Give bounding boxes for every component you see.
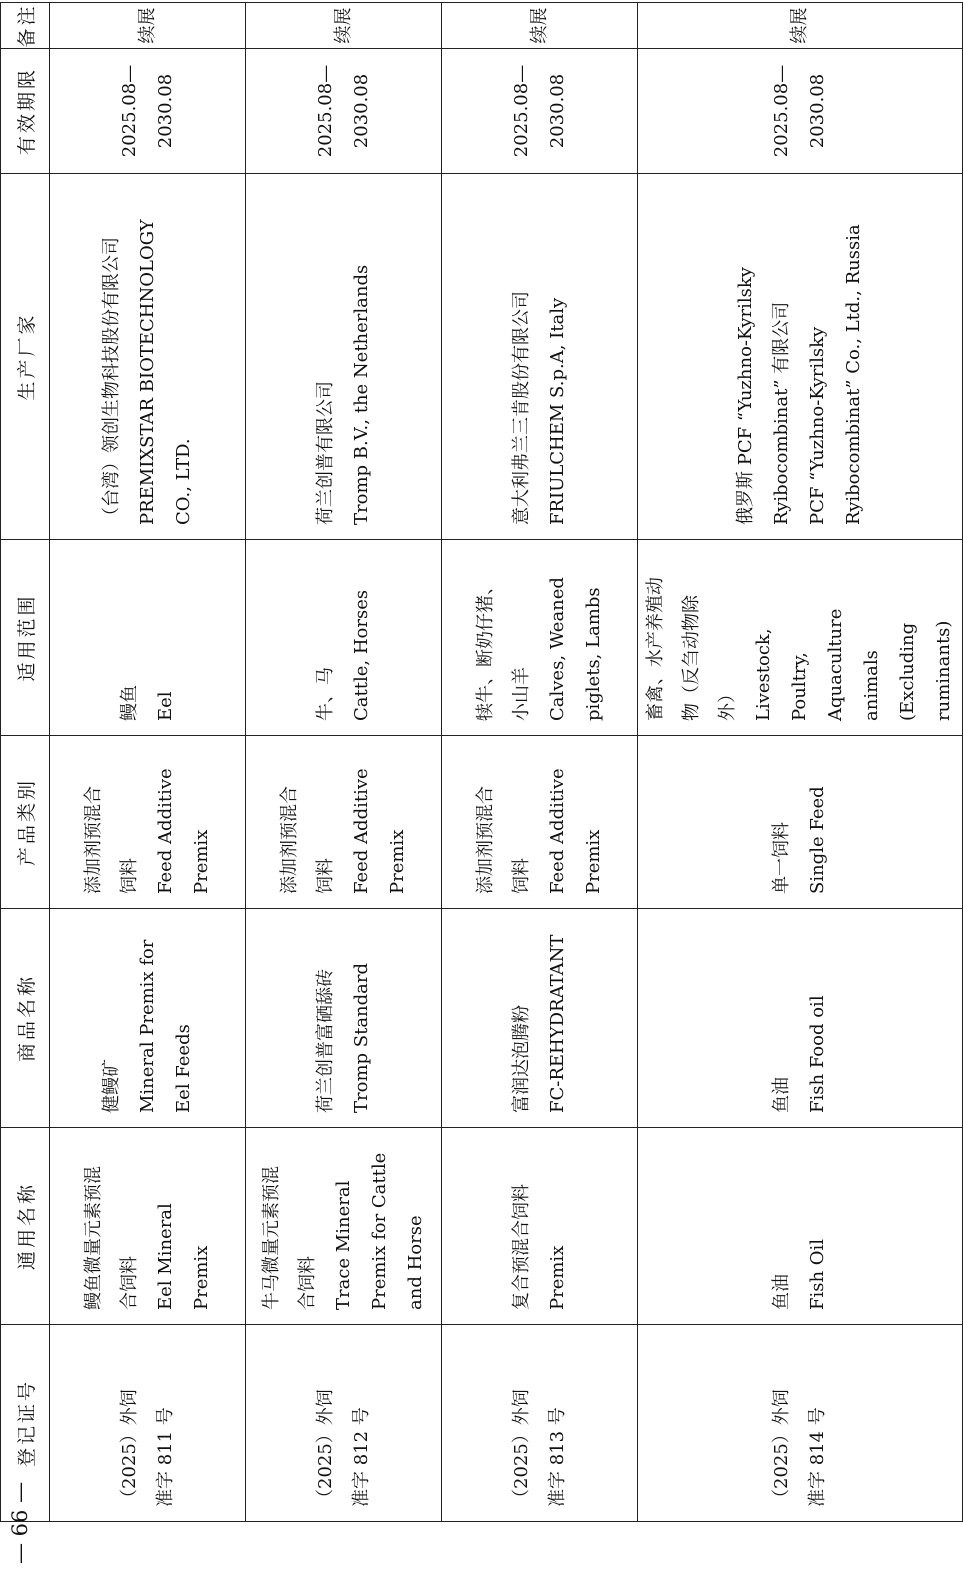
scope-line: animals (Excluding bbox=[861, 622, 918, 721]
trade-name-line: 健鳗矿 bbox=[100, 1059, 122, 1113]
header-trade-name: 商品名称 bbox=[1, 909, 50, 1128]
reg-no-cell bbox=[442, 1325, 638, 1522]
table-row bbox=[50, 3, 246, 1522]
manufacturer-line: （台湾）领创生物科技股份有限公司 bbox=[100, 237, 122, 525]
generic-name-line: and Horse bbox=[404, 1215, 426, 1310]
generic-name-line: Premix for Cattle bbox=[368, 1152, 390, 1310]
validity-cell bbox=[442, 49, 638, 174]
remark-cell: 续展 bbox=[50, 3, 246, 49]
category-line: 添加剂预混合 bbox=[82, 786, 104, 894]
validity-line: 2030.08 bbox=[350, 73, 372, 149]
generic-name-cell bbox=[246, 1128, 442, 1325]
trade-name-line: Eel Feeds bbox=[172, 1024, 194, 1113]
reg-no-line: 准字 811 号 bbox=[154, 1407, 176, 1507]
manufacturer-line: Tromp B.V., the Netherlands bbox=[350, 264, 372, 525]
generic-name-line: Eel Mineral Premix bbox=[154, 1203, 212, 1310]
generic-name-cell bbox=[638, 1128, 963, 1325]
scope-line: ruminants) bbox=[933, 620, 954, 721]
scope-line: 外） bbox=[717, 685, 738, 721]
reg-no-line: 准字 812 号 bbox=[350, 1407, 372, 1507]
table-row bbox=[442, 3, 638, 1522]
category-cell bbox=[50, 736, 246, 909]
scope-line: 物（反刍动物除 bbox=[681, 595, 702, 721]
category-line: 饲料 bbox=[510, 858, 532, 894]
manufacturer-line: PCF “Yuzhno-Kyrilsky bbox=[807, 326, 828, 525]
scope-line: 鳗鱼 bbox=[118, 685, 140, 721]
remark-cell: 续展 bbox=[638, 3, 963, 49]
trade-name-line: 富润达泡腾粉 bbox=[510, 1005, 532, 1113]
trade-name-cell bbox=[246, 909, 442, 1128]
scope-line: 畜禽、水产养殖动 bbox=[645, 577, 666, 721]
manufacturer-cell bbox=[246, 174, 442, 540]
scope-line: Calves, Weaned bbox=[546, 577, 568, 721]
category-line: Premix bbox=[190, 829, 212, 894]
category-cell bbox=[246, 736, 442, 909]
scope-cell bbox=[638, 540, 963, 736]
generic-name-line: 复合预混合饲料 bbox=[510, 1184, 532, 1310]
validity-cell bbox=[246, 49, 442, 174]
validity-line: 2025.08— bbox=[118, 64, 140, 158]
scope-line: Cattle, Horses bbox=[350, 589, 372, 721]
scope-cell bbox=[442, 540, 638, 736]
table-row bbox=[638, 3, 963, 1522]
category-line: 单一饲料 bbox=[771, 822, 792, 894]
category-cell bbox=[442, 736, 638, 909]
category-cell bbox=[638, 736, 963, 909]
validity-line: 2030.08 bbox=[546, 73, 568, 149]
reg-no-line: 准字 813 号 bbox=[546, 1407, 568, 1507]
page-number: — 66 — bbox=[8, 1481, 32, 1564]
category-line: Single Feed bbox=[807, 786, 828, 894]
trade-name-line: 鱼油 bbox=[771, 1077, 792, 1113]
scope-line: Aquaculture bbox=[825, 608, 846, 721]
validity-cell bbox=[50, 49, 246, 174]
manufacturer-cell bbox=[638, 174, 963, 540]
validity-line: 2025.08— bbox=[314, 64, 336, 158]
header-reg-no: 登记证号 bbox=[1, 1325, 50, 1522]
category-line: Premix bbox=[582, 829, 604, 894]
category-line: 饲料 bbox=[118, 858, 140, 894]
scope-line: Livestock, Poultry, bbox=[753, 628, 810, 721]
scope-line: piglets, Lambs bbox=[582, 587, 604, 721]
scope-cell bbox=[246, 540, 442, 736]
remark-cell: 续展 bbox=[246, 3, 442, 49]
reg-no-cell bbox=[246, 1325, 442, 1522]
generic-name-line: 鳗鱼微量元素预混 bbox=[82, 1166, 104, 1310]
reg-no-line: （2025）外饲 bbox=[118, 1389, 140, 1507]
category-line: Feed Additive bbox=[546, 768, 568, 894]
validity-line: 2025.08— bbox=[510, 64, 532, 158]
trade-name-line: Mineral Premix for bbox=[136, 939, 158, 1113]
generic-name-line: Premix bbox=[546, 1245, 568, 1310]
header-scope: 适用范围 bbox=[1, 540, 50, 736]
registration-table bbox=[0, 2, 963, 1522]
manufacturer-line: Ryibocombinat” 有限公司 bbox=[771, 301, 792, 525]
category-line: Feed Additive bbox=[154, 768, 176, 894]
scope-line: Eel bbox=[154, 691, 176, 721]
category-line: 添加剂预混合 bbox=[278, 786, 300, 894]
generic-name-line: 合饲料 bbox=[296, 1256, 318, 1310]
table-body bbox=[50, 3, 963, 1522]
scope-line: 小山羊 bbox=[510, 667, 532, 721]
page-number-area bbox=[0, 1481, 900, 1576]
header-validity: 有效期限 bbox=[1, 49, 50, 174]
generic-name-line: 鱼油 bbox=[771, 1274, 792, 1310]
trade-name-line: 荷兰创普富硒舔砖 bbox=[314, 969, 336, 1113]
category-line: Feed Additive bbox=[350, 768, 372, 894]
scope-cell bbox=[50, 540, 246, 736]
header-row bbox=[1, 3, 50, 1522]
reg-no-line: 准字 814 号 bbox=[807, 1407, 828, 1507]
reg-no-line: （2025）外饲 bbox=[771, 1389, 792, 1507]
header-generic-name: 通用名称 bbox=[1, 1128, 50, 1325]
category-line: 添加剂预混合 bbox=[474, 786, 496, 894]
manufacturer-line: 俄罗斯 PCF “Yuzhno-Kyrilsky bbox=[735, 267, 756, 525]
manufacturer-cell bbox=[50, 174, 246, 540]
validity-cell bbox=[638, 49, 963, 174]
manufacturer-cell bbox=[442, 174, 638, 540]
manufacturer-line: Ryibocombinat” Co., Ltd., Russia bbox=[843, 224, 864, 525]
header-remark: 备注 bbox=[1, 3, 50, 49]
reg-no-line: （2025）外饲 bbox=[510, 1389, 532, 1507]
manufacturer-line: 意大利弗兰三肯股份有限公司 bbox=[510, 291, 532, 525]
trade-name-line: Fish Food oil bbox=[807, 995, 828, 1113]
manufacturer-line: FRIULCHEM S.p.A, Italy bbox=[546, 297, 568, 525]
category-line: Premix bbox=[386, 829, 408, 894]
reg-no-cell bbox=[638, 1325, 963, 1522]
generic-name-line: Trace Mineral bbox=[332, 1180, 354, 1310]
header-category: 产品类别 bbox=[1, 736, 50, 909]
header-manufacturer: 生产厂家 bbox=[1, 174, 50, 540]
generic-name-cell bbox=[50, 1128, 246, 1325]
remark-cell: 续展 bbox=[442, 3, 638, 49]
trade-name-cell bbox=[442, 909, 638, 1128]
trade-name-line: FC-REHYDRATANT bbox=[546, 934, 568, 1113]
generic-name-cell bbox=[442, 1128, 638, 1325]
trade-name-cell bbox=[638, 909, 963, 1128]
generic-name-line: 牛马微量元素预混 bbox=[260, 1166, 282, 1310]
reg-no-cell bbox=[50, 1325, 246, 1522]
trade-name-line: Tromp Standard bbox=[350, 962, 372, 1113]
manufacturer-line: PREMIXSTAR BIOTECHNOLOGY bbox=[136, 219, 158, 525]
category-line: 饲料 bbox=[314, 858, 336, 894]
generic-name-line: Fish Oil bbox=[807, 1238, 828, 1310]
manufacturer-line: CO., LTD. bbox=[172, 438, 194, 525]
validity-line: 2030.08 bbox=[154, 73, 176, 149]
table-row bbox=[246, 3, 442, 1522]
scope-line: 牛、马 bbox=[314, 667, 336, 721]
validity-line: 2025.08— bbox=[771, 64, 792, 158]
validity-line: 2030.08 bbox=[807, 73, 828, 149]
manufacturer-line: 荷兰创普有限公司 bbox=[314, 381, 336, 525]
reg-no-line: （2025）外饲 bbox=[314, 1389, 336, 1507]
generic-name-line: 合饲料 bbox=[118, 1256, 140, 1310]
trade-name-cell bbox=[50, 909, 246, 1128]
scope-line: 犊牛、断奶仔猪、 bbox=[474, 577, 496, 721]
